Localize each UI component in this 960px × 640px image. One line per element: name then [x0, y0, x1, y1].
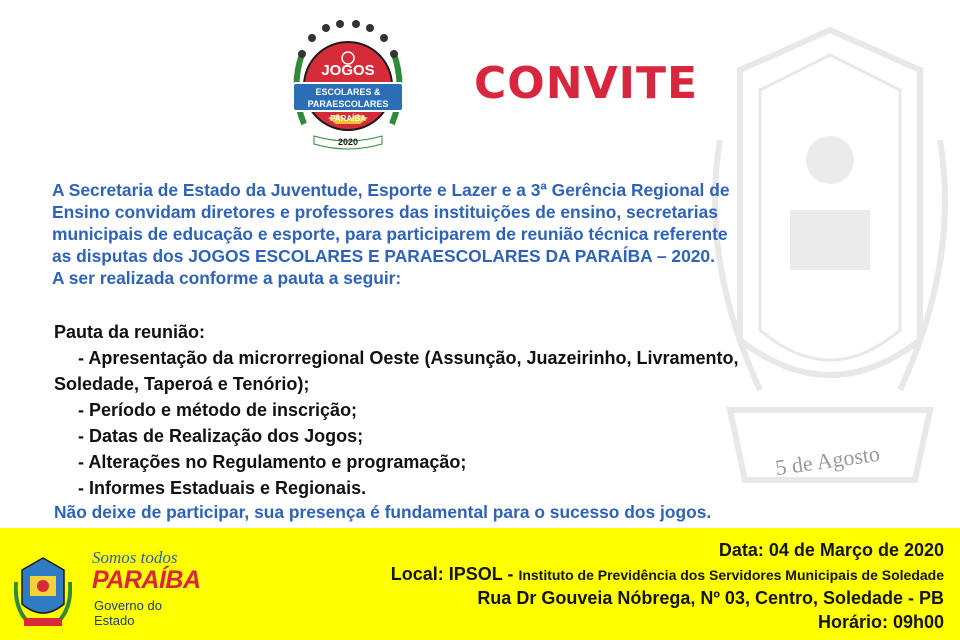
- agenda-heading: Pauta da reunião:: [54, 322, 206, 342]
- event-details: [391, 538, 944, 634]
- logo-ribbon-line2: PARAESCOLARES: [307, 99, 389, 109]
- brand-tagline: Somos todos: [92, 548, 178, 567]
- location-label: Local: IPSOL -: [390, 564, 514, 584]
- logo-ribbon: [292, 82, 404, 112]
- logo-state: PARAÍBA: [330, 114, 366, 123]
- logo-ribbon-line1: ESCOLARES &: [315, 87, 381, 97]
- closing-message: Não deixe de participar, sua presença é fundamental para o sucesso dos jogos.: [54, 502, 712, 522]
- government-brand: [92, 548, 202, 638]
- agenda-item: - Alterações no Regulamento e programação;: [78, 452, 467, 472]
- logo-word: JOGOS: [321, 62, 375, 79]
- footer-banner: [0, 528, 960, 640]
- coat-of-arms-icon: [14, 552, 72, 630]
- logo-year: 2020: [337, 137, 359, 147]
- agenda: [54, 319, 914, 501]
- agenda-item: - Período e método de inscrição;: [78, 400, 358, 420]
- location-detail: Instituto de Previdência dos Servidores Municipais de Soledade: [518, 567, 944, 583]
- games-logo: [288, 14, 408, 154]
- intro-line: as disputas dos JOGOS ESCOLARES E PARAESCOLARES DA PARAÍBA – 2020.: [52, 246, 715, 266]
- agenda-item: - Informes Estaduais e Regionais.: [78, 478, 367, 498]
- event-time: Horário: 09h00: [817, 612, 944, 632]
- intro-line: municipais de educação e esporte, para participarem de reunião técnica referente: [52, 224, 728, 244]
- intro-line: Ensino convidam diretores e professores das instituições de ensino, secretarias: [52, 202, 718, 222]
- event-address: Rua Dr Gouveia Nóbrega, Nº 03, Centro, Soledade - PB: [477, 588, 944, 608]
- brand-subtitle: Governo do Estado: [94, 598, 162, 628]
- event-date: Data: 04 de Março de 2020: [718, 540, 944, 560]
- agenda-item: - Datas de Realização dos Jogos;: [78, 426, 364, 446]
- brand-name: PARAÍBA: [92, 566, 201, 594]
- intro-line: A ser realizada conforme a pauta a seguir:: [52, 268, 402, 288]
- intro-paragraph: [52, 179, 912, 289]
- agenda-item: - Apresentação da microrregional Oeste (Assunção, Juazeirinho, Livramento,: [78, 348, 739, 368]
- event-location: [391, 562, 944, 586]
- agenda-item-continuation: Soledade, Taperoá e Tenório);: [54, 374, 310, 394]
- intro-line: A Secretaria de Estado da Juventude, Esporte e Lazer e a 3ª Gerência Regional de: [52, 180, 730, 200]
- page-title: CONVITE: [474, 58, 699, 109]
- watermark-text: 5 de Agosto: [773, 440, 882, 481]
